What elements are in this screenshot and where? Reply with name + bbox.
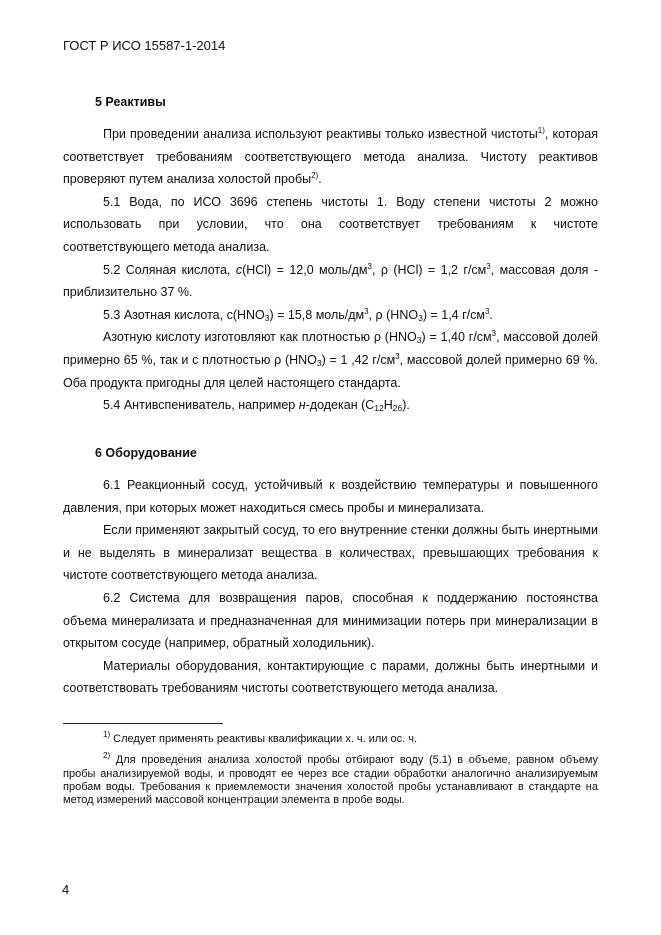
footnote-1: $^{1)}$ Следует применять реактивы квалификации х. ч. или ос. ч. [103,730,418,745]
paragraph-5-4: 5.4 Антивспениватель, например н-додекан $(С_{12}Н_{26})$. [103,398,410,414]
paragraph-6-1: 6.1 Реакционный сосуд, устойчивый к воздействию температуры и повышенного давления, при которых может находиться смесь пробы и минерализата. [63,478,598,515]
paragraph-nitric-acid-note: Азотную кислоту изготовляют как плотностью ρ $(HNO_3) = 1,40$ $г/см^3$, массовой долей примерно 65 %, так и с плотностью ρ $(HNO_3) = 1$ ,42 $г/см^3$, массовой долей примерно 69 %. Оба продукта пригодны для целей настоящего стандарта. [63,329,598,390]
section-6-body [63,474,598,700]
footnote-ref-1[interactable]: 1) [537,126,545,135]
paragraph-materials: Материалы оборудования, контактирующие с парами, должны быть инертными и соответствовать требованиям чистоты соответствующего метода анализа. [63,658,598,696]
paragraph-6-2: 6.2 Система для возвращения паров, способная к поддержанию постоянства объема минерализата и предназначенная для минимизации потерь при минерализации в открытом сосуде (например, обратный холодильник). [63,590,598,651]
footnote-2: $^{2)}$ Для проведения анализа холостой пробы отбирают воду (5.1) в объеме, равном объему пробы анализируемой воды, и проводят ее через все стадии обработки аналогично анализируемым пробам воды. Требования к приемлемости значения холостой пробы устанавливают в стандарте на метод измерений массовой концентрации элемента в пробе воды. [63,751,598,807]
paragraph-reagents-intro: При проведении анализа используют реактивы только известной чистоты$^{1)}$, которая соответствует требованиям соответствующего метода анализа. Чистоту реактивов проверяют путем анализа холостой пробы$^{2)}$. [63,126,598,187]
page-number: 4 [62,882,70,897]
footnote-ref-2[interactable]: 2) [311,171,319,181]
section-6-title: 6 Оборудование [95,446,197,460]
footnote-divider [63,723,223,724]
paragraph-closed-vessel: Если применяют закрытый сосуд, то его внутренние стенки должны быть инертными и не выделять в минерализат вещества в количествах, превышающих требования к чистоте соответствующего метода анализа. [63,523,598,583]
footnotes [63,730,598,807]
paragraph-5-2: 5.2 Соляная кислота, c(HCl) = 12,0 моль/$дм^3$, ρ (HCl) = 1,2 $г/см^3$, массовая доля - приблизительно 37 %. [63,261,598,300]
section-5-title: 5 Реактивы [95,95,166,109]
paragraph-5-1: 5.1 Вода, по ИСО 3696 степень чистоты 1. Воду степени чистоты 2 можно использовать при условии, что она соответствует требованиям к чистоте соответствующего метода анализа. [63,194,598,254]
paragraph-5-3: 5.3 Азотная кислота, $с(HNO_3) = 15,8$ моль/$дм^3$, ρ $(HNO_3) = 1,4$ $г/см^3$. [103,306,493,323]
document-header: ГОСТ Р ИСО 15587-1-2014 [63,38,226,53]
section-5-body [63,123,598,417]
